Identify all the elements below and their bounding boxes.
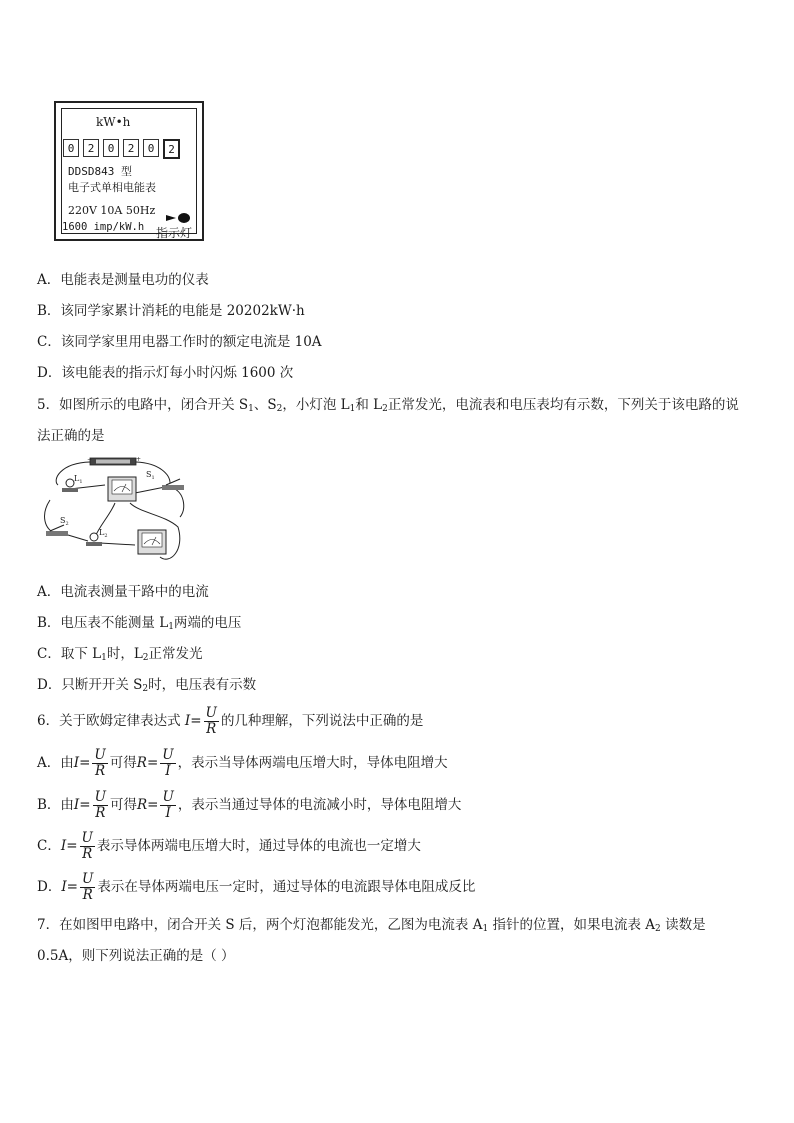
voltmeter-icon xyxy=(138,530,166,554)
q5-stem-line1 xyxy=(37,396,739,418)
label-l1: $L_1$ xyxy=(74,474,83,485)
q4-option-b: B．该同学家累计消耗的电能是 20202kW·h xyxy=(37,303,305,319)
label-s1: $S_1$ xyxy=(146,470,155,481)
q6-stem-text: 的几种理解，下列说法中正确的是 xyxy=(220,713,424,729)
indicator-lamp-icon xyxy=(178,213,190,223)
lamp-arrow-icon xyxy=(166,215,176,221)
label-s2: $S_2$ xyxy=(60,516,69,527)
fraction-u-over-r: $\frac{U}{R}$ xyxy=(205,705,217,737)
q5-option-d xyxy=(37,676,256,698)
svg-text:−: − xyxy=(87,456,93,463)
q4-option-a: A．电能表是测量电功的仪表 xyxy=(37,272,209,288)
lamp-label: 指示灯 xyxy=(156,226,193,240)
subscript: 1 xyxy=(248,404,254,414)
q7-stem-line1: 7．在如图甲电路中，闭合开关 S 后，两个灯泡都能发光，乙图为电流表 $A_1$ 指针的位置，如果电流表 $A_2$ 读数是 xyxy=(37,917,706,934)
q5-option-a: A．电流表测量干路中的电流 xyxy=(37,584,209,600)
electric-meter-figure xyxy=(54,101,204,241)
fraction-u-over-r: $\frac{U}{R}$ xyxy=(94,747,106,779)
q5-option-b xyxy=(37,614,241,636)
meter-impulse: 1600 imp/kW.h xyxy=(62,221,145,233)
fraction-u-over-r: $\frac{U}{R}$ xyxy=(81,871,94,903)
q6-option-b: B．由I= $\frac{U}{R}$ 可得R= $\frac{U}{I}$ ，表示当通过导体的电流减小时，导体电阻增大 xyxy=(37,789,462,821)
q6-option-a: A．由I= $\frac{U}{R}$ 可得R= $\frac{U}{I}$ ，表示当导体两端电压增大时，导体电阻增大 xyxy=(37,747,448,779)
q7-stem-line2: 0.5A，则下列说法正确的是（ ） xyxy=(37,948,235,964)
meter-unit: kW•h xyxy=(96,115,131,129)
switch-s1-icon xyxy=(162,479,184,490)
q5-option-text: 正常发光 xyxy=(148,646,203,662)
meter-digit: 0 xyxy=(103,139,119,157)
math-var: I xyxy=(184,713,191,729)
subscript: 2 xyxy=(382,404,388,414)
subscript: 2 xyxy=(142,653,149,663)
subscript: 1 xyxy=(168,622,174,632)
meter-ratings: 220V 10A 50Hz xyxy=(68,204,156,217)
subscript: 1 xyxy=(101,653,107,663)
meter-digit: 0 xyxy=(143,139,159,157)
subscript: 2 xyxy=(655,924,661,934)
q5-stem-text: 正常发光，电流表和电压表均有示数，下列关于该电路的说 xyxy=(387,397,739,413)
fraction-u-over-i: $\frac{U}{I}$ xyxy=(162,747,174,779)
q5-stem-line2: 法正确的是 xyxy=(37,428,105,444)
ammeter-icon xyxy=(108,477,136,501)
q5-stem-text: 和 L xyxy=(355,397,383,413)
q5-option-text: 时，L xyxy=(106,646,143,662)
q6-option-c: C．I= $\frac{U}{R}$ 表示导体两端电压增大时，通过导体的电流也一定增大 xyxy=(37,830,421,862)
fraction-u-over-i: $\frac{U}{I}$ xyxy=(162,789,174,821)
q4-option-d: D．该电能表的指示灯每小时闪烁 1600 次 xyxy=(37,365,294,381)
meter-model: DDSD843 型 xyxy=(68,165,132,178)
q5-option-text: B．电压表不能测量 L xyxy=(37,615,169,631)
circuit-figure xyxy=(40,455,190,570)
meter-name: 电子式单相电能表 xyxy=(68,181,156,194)
svg-text:+: + xyxy=(136,456,142,463)
q5-stem-text: 5．如图所示的电路中，闭合开关 S xyxy=(37,397,249,413)
q5-option-text: 时，电压表有示数 xyxy=(148,677,257,693)
meter-digit: 2 xyxy=(83,139,99,157)
q5-stem-text: ，小灯泡 L xyxy=(282,397,350,413)
subscript: 2 xyxy=(276,404,283,414)
q5-option-text: D．只断开开关 S xyxy=(37,677,143,693)
meter-digit: 0 xyxy=(63,139,79,157)
meter-digit: 2 xyxy=(123,139,139,157)
q5-stem-text: 、S xyxy=(253,397,277,413)
label-l2: $L_2$ xyxy=(99,528,108,539)
q5-option-text: 两端的电压 xyxy=(173,615,242,631)
q5-option-text: C．取下 L xyxy=(37,646,102,662)
q6-stem xyxy=(37,703,423,739)
subscript: 1 xyxy=(482,924,489,934)
subscript: 1 xyxy=(349,404,356,414)
q5-option-c xyxy=(37,645,203,667)
q6-option-d: D．I= $\frac{U}{R}$ 表示在导体两端电压一定时，通过导体的电流跟导体电阻成反比 xyxy=(37,871,476,903)
meter-digit-decimal: 2 xyxy=(163,139,180,159)
math-op: = xyxy=(190,713,202,729)
subscript: 2 xyxy=(142,684,149,694)
q6-stem-text: 6．关于欧姆定律表达式 xyxy=(37,713,181,729)
meter-digits xyxy=(63,139,180,159)
fraction-u-over-r: $\frac{U}{R}$ xyxy=(94,789,106,821)
fraction-u-over-r: $\frac{U}{R}$ xyxy=(81,830,93,862)
q4-option-c: C．该同学家里用电器工作时的额定电流是 10A xyxy=(37,334,322,350)
